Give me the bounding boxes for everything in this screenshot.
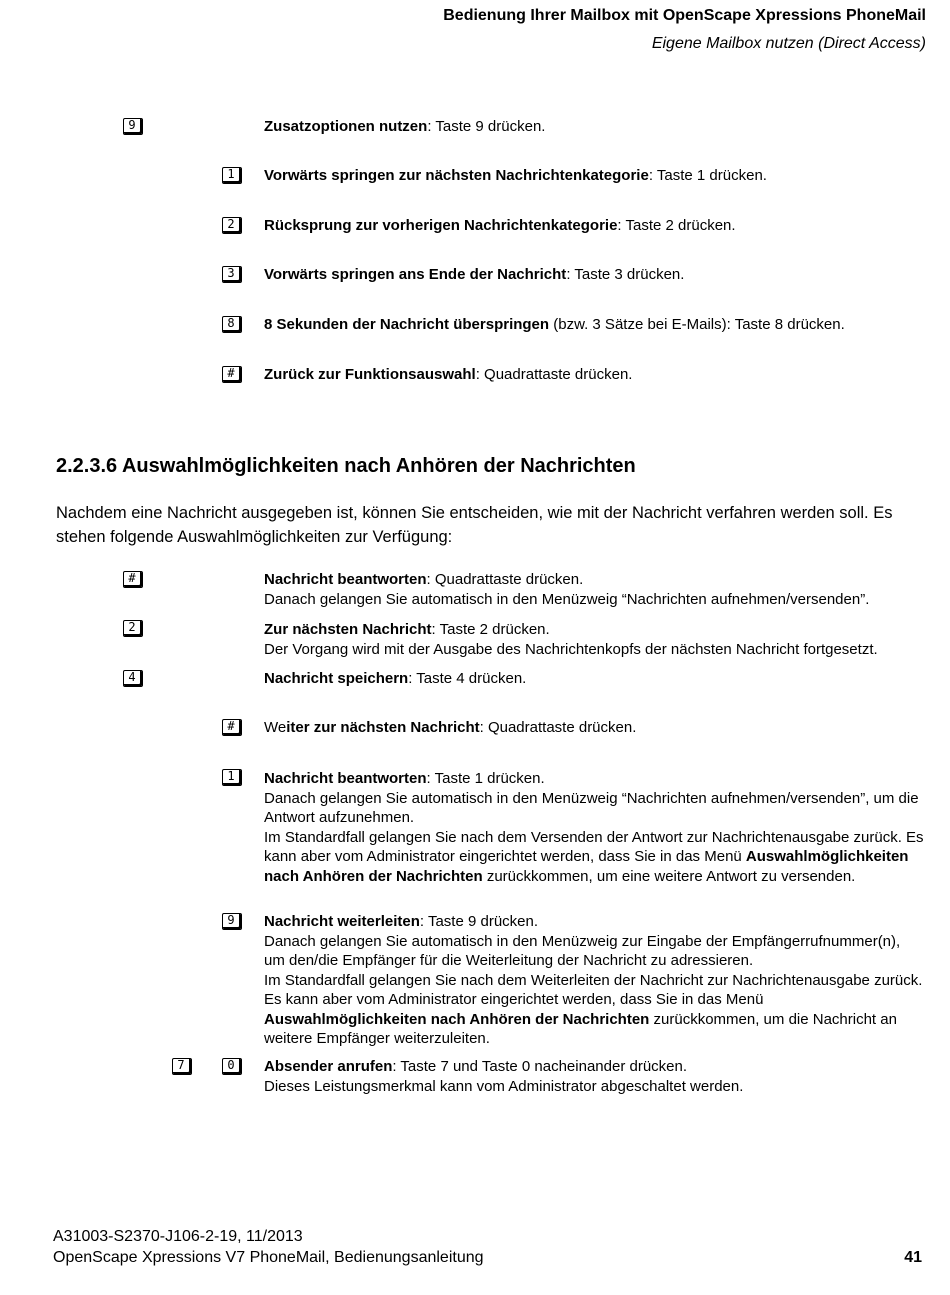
section-intro: Nachdem eine Nachricht ausgegeben ist, können Sie entscheiden, wie mit der Nachricht verfahren werden soll. Es stehen folgende Auswahlmöglichkeiten zur Verfügung: [56, 504, 893, 546]
key-hash-icon: # [222, 719, 242, 736]
header-subtitle: Eigene Mailbox nutzen (Direct Access) [651, 35, 926, 52]
list-item: 8 Sekunden der Nachricht überspringen (bzw. 3 Sätze bei E-Mails): Taste 8 drücken. [264, 316, 845, 333]
list-item: Rücksprung zur vorherigen Nachrichtenkategorie: Taste 2 drücken. [264, 217, 736, 234]
key-9-icon: 9 [222, 913, 242, 930]
key-1-icon: 1 [222, 167, 242, 184]
key-3-icon: 3 [222, 266, 242, 283]
key-4-icon: 4 [123, 670, 143, 687]
page-number: 41 [904, 1249, 922, 1266]
key-1-icon: 1 [222, 769, 242, 786]
key-8-icon: 8 [222, 316, 242, 333]
list-item: Nachricht beantworten: Taste 1 drücken. Danach gelangen Sie automatisch in den Menüzweig “Nachrichten aufnehmen/versenden”, um die Antwort aufzunehmen. Im Standardfall gelangen Sie nach dem Versenden der Antwort zur Nachrichtenausgabe zurück. Es kann aber vom Administrator eingerichtet werden, dass Sie in das Menü Auswahlmöglichkeiten nach Anhören der Nachrichten zurückkommen, um eine weitere Antwort zu versenden. [264, 770, 924, 885]
section-heading: 2.2.3.6 Auswahlmöglichkeiten nach Anhören der Nachrichten [56, 455, 636, 477]
key-2-icon: 2 [222, 217, 242, 234]
key-7-icon: 7 [172, 1058, 192, 1075]
header-title: Bedienung Ihrer Mailbox mit OpenScape Xpressions PhoneMail [443, 7, 926, 24]
list-item: Vorwärts springen ans Ende der Nachricht: Taste 3 drücken. [264, 266, 685, 283]
footer-doc-id: A31003-S2370-J106-2-19, 11/2013 [53, 1228, 303, 1245]
list-item: Nachricht speichern: Taste 4 drücken. [264, 670, 527, 687]
list-item: Nachricht beantworten: Quadrattaste drücken. Danach gelangen Sie automatisch in den Menüzweig “Nachrichten aufnehmen/versenden”. [264, 571, 870, 608]
footer-doc-title: OpenScape Xpressions V7 PhoneMail, Bedienungsanleitung [53, 1249, 484, 1266]
key-0-icon: 0 [222, 1058, 242, 1075]
key-hash-icon: # [222, 366, 242, 383]
list-item: Weiter zur nächsten Nachricht: Quadrattaste drücken. [264, 719, 637, 736]
key-2-icon: 2 [123, 620, 143, 637]
key-9-icon: 9 [123, 118, 143, 135]
list-item: Nachricht weiterleiten: Taste 9 drücken. Danach gelangen Sie automatisch in den Menüzweig zur Eingabe der Empfängerrufnummer(n), um den/die Empfänger für die Weiterleitung der Nachricht zu adressieren. Im Standardfall gelangen Sie nach dem Weiterleiten der Nachricht zur Nachrichtenausgabe zurück. Es kann aber vom Administrator eingerichtet werden, dass Sie in das Menü Auswahlmöglichkeiten nach Anhören der Nachrichten zurückkommen, um die Nachricht an weitere Empfänger weiterzuleiten. [264, 913, 923, 1047]
list-item: Zurück zur Funktionsauswahl: Quadrattaste drücken. [264, 366, 633, 383]
list-item: Vorwärts springen zur nächsten Nachrichtenkategorie: Taste 1 drücken. [264, 167, 767, 184]
list-item: Zusatzoptionen nutzen: Taste 9 drücken. [264, 118, 546, 135]
list-item: Zur nächsten Nachricht: Taste 2 drücken. Der Vorgang wird mit der Ausgabe des Nachrichtenkopfs der nächsten Nachricht fortgesetzt. [264, 621, 878, 658]
key-hash-icon: # [123, 571, 143, 588]
list-item: Absender anrufen: Taste 7 und Taste 0 nacheinander drücken. Dieses Leistungsmerkmal kann vom Administrator abgeschaltet werden. [264, 1058, 744, 1095]
